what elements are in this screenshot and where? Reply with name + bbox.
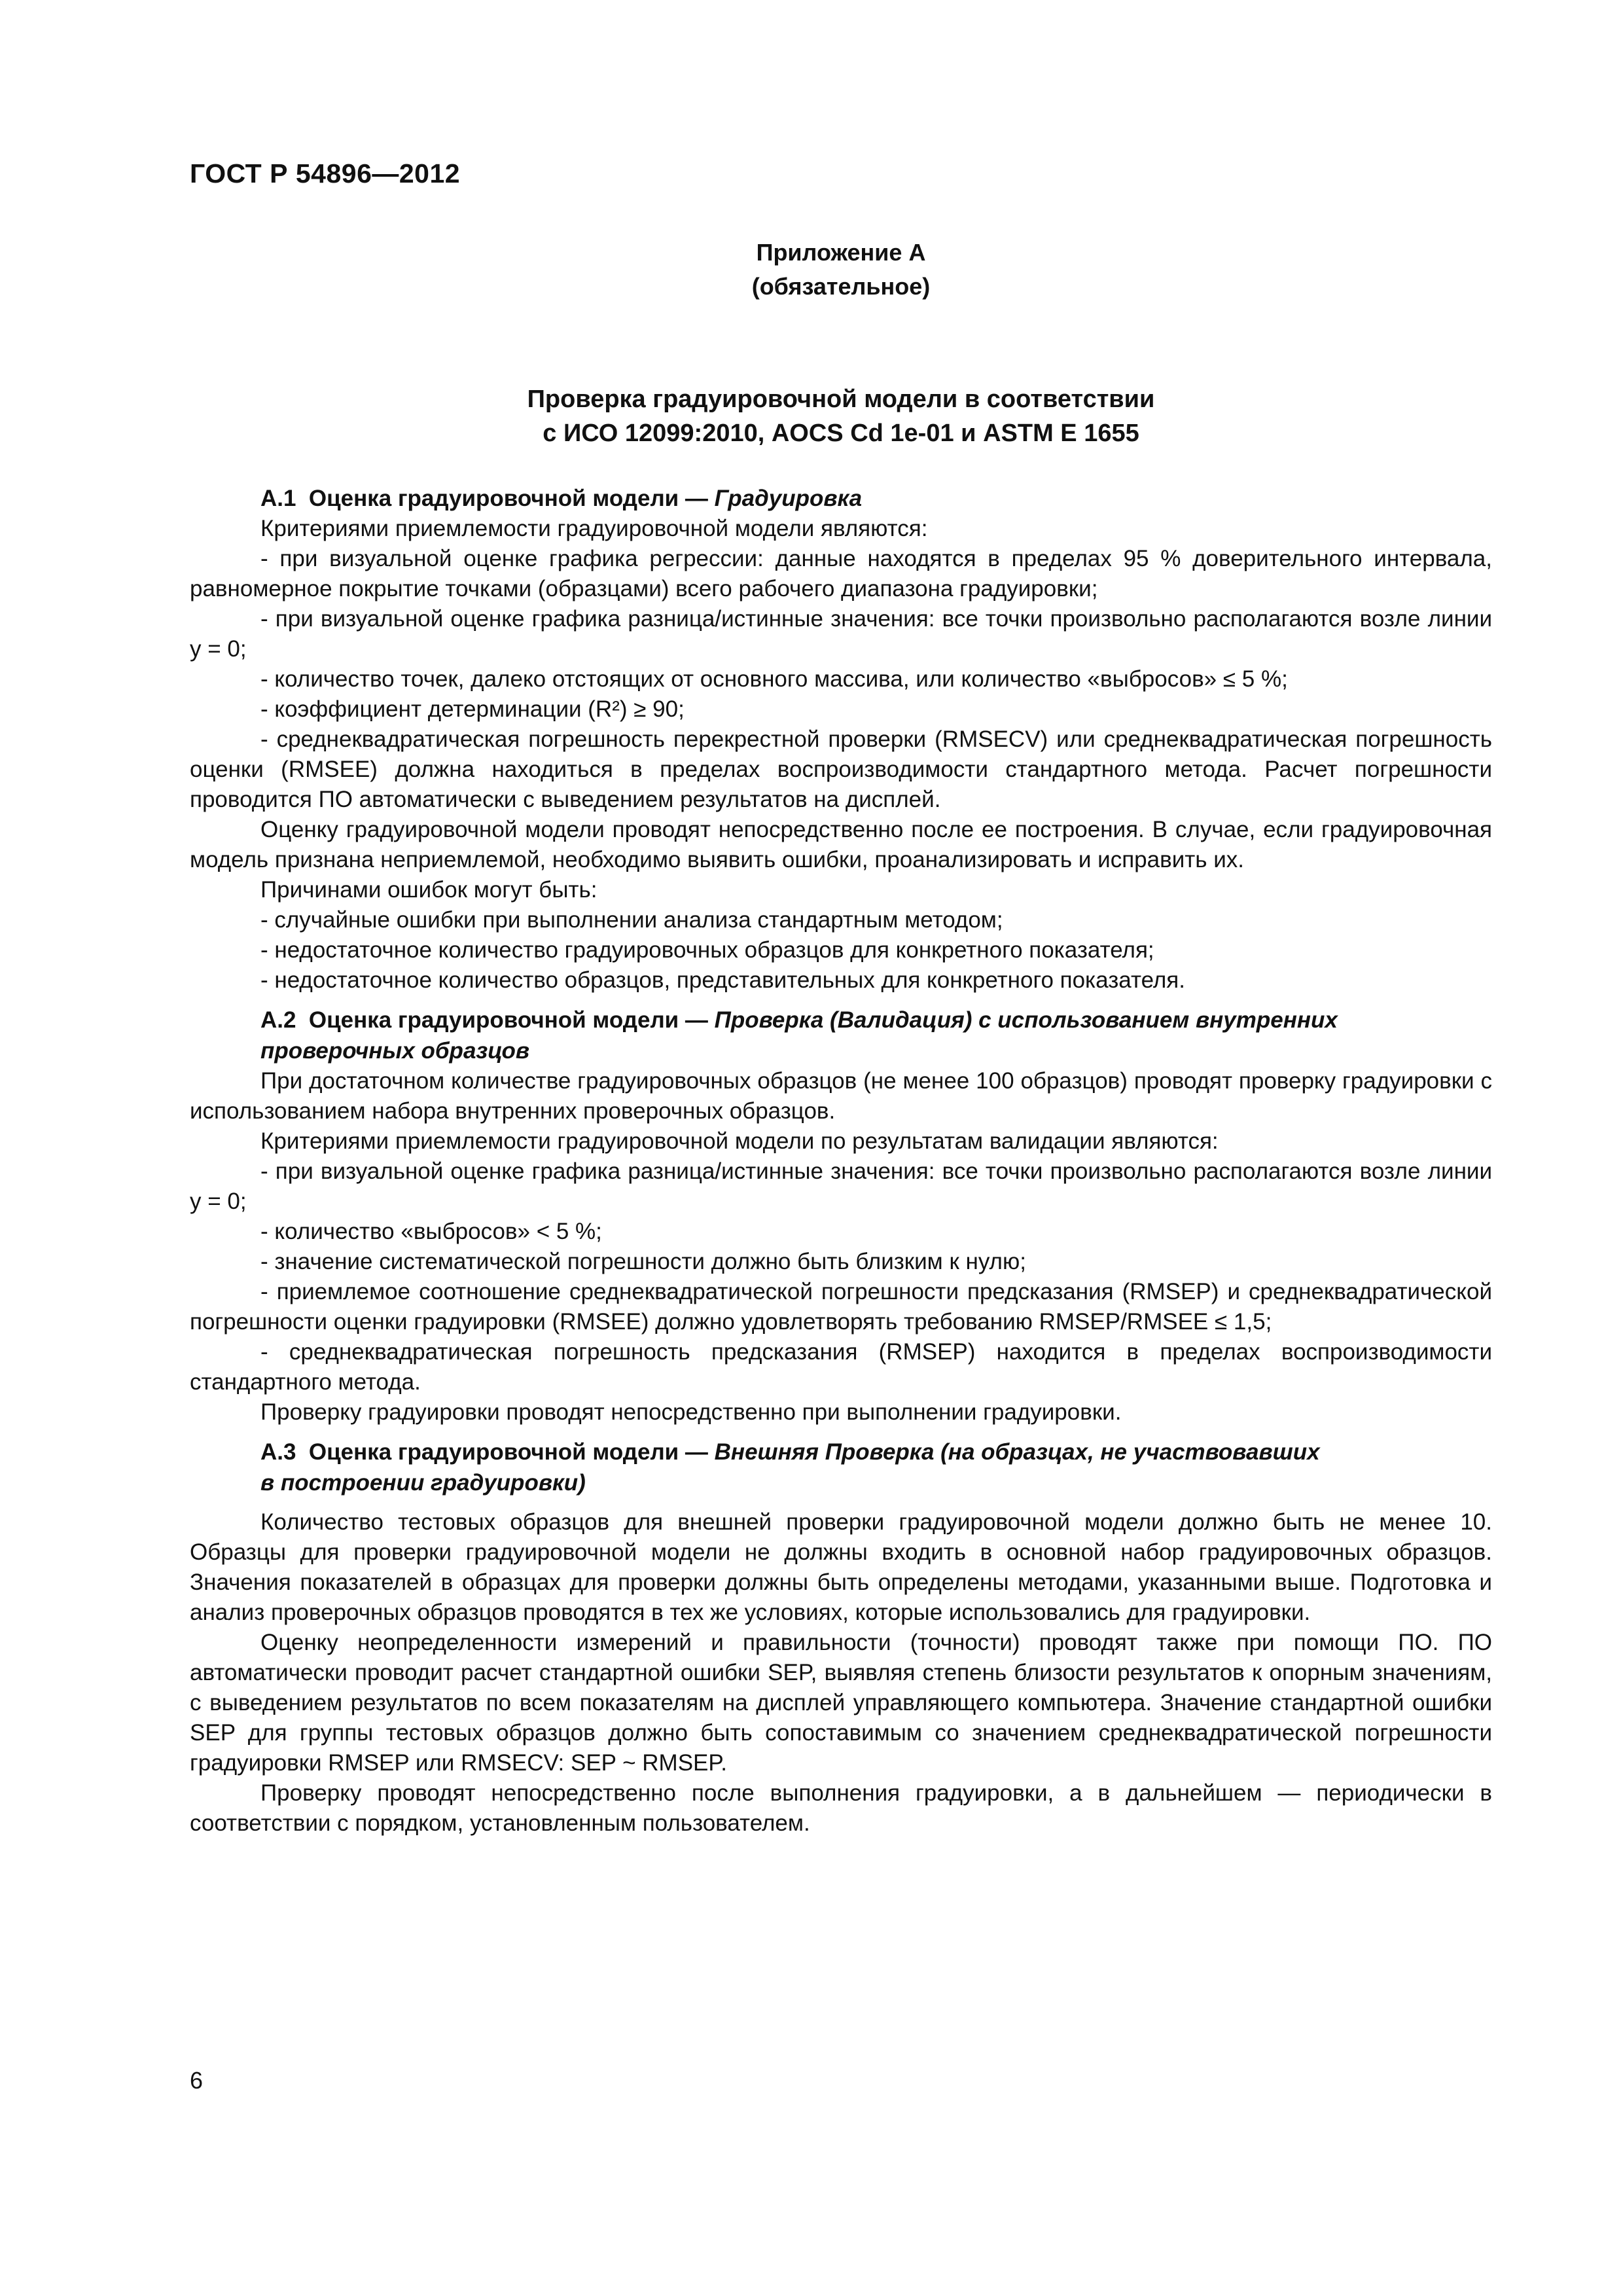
appendix-status: (обязательное) (751, 273, 931, 300)
document-body (190, 483, 1492, 1839)
appendix-label: Приложение А (756, 239, 926, 266)
section-heading-a3 (190, 1437, 1492, 1498)
section-heading-emphasis: Внешняя Проверка (на образцах, не участвовавших (714, 1439, 1320, 1465)
paragraph: При достаточном количестве градуировочных образцов (не менее 100 образцов) проводят проверку градуировки с использованием набора внутренних проверочных образцов. (190, 1068, 1492, 1124)
appendix-title (190, 382, 1492, 450)
list-item: - случайные ошибки при выполнении анализа стандартным методом; (260, 907, 1003, 933)
list-item: - среднеквадратическая погрешность предсказания (RMSEP) находится в пределах воспроизводимости стандартного метода. (190, 1339, 1492, 1395)
appendix-heading (190, 236, 1492, 304)
paragraph: Оценку градуировочной модели проводят непосредственно после ее построения. В случае, если градуировочная модель признана неприемлемой, необходимо выявить ошибки, проанализировать и исправить их. (190, 817, 1492, 872)
list-item: - коэффициент детерминации (R²) ≥ 90; (260, 696, 685, 722)
paragraph: Оценку неопределенности измерений и правильности (точности) проводят также при помощи ПО. ПО автоматически проводит расчет стандартной ошибки SEP, выявляя степень близости результатов к опорным значениям, с выведением результатов по всем показателям на дисплей управляющего компьютера. Значение стандартной ошибки SEP для группы тестовых образцов должно быть сопоставимым со значением среднеквадратической погрешности градуировки RMSEP или RMSECV: SEP ~ RMSEP. (190, 1630, 1492, 1776)
paragraph: Количество тестовых образцов для внешней проверки градуировочной модели должно быть не менее 10. Образцы для проверки градуировочной модели не должны входить в основной набор градуировочных образцов. Значения показателей в образцах для проверки должны быть определены методами, указанными выше. Подготовка и анализ проверочных образцов проводятся в тех же условиях, которые использовались для градуировки. (190, 1509, 1492, 1625)
appendix-title-line-2: с ИСО 12099:2010, AOCS Cd 1e-01 и ASTM E 1655 (543, 420, 1139, 447)
list-item: - при визуальной оценке графика регрессии: данные находятся в пределах 95 % доверительного интервала, равномерное покрытие точками (образцами) всего рабочего диапазона градуировки; (190, 546, 1492, 601)
list-item: - недостаточное количество градуировочных образцов для конкретного показателя; (260, 937, 1154, 963)
document-code-header: ГОСТ Р 54896—2012 (190, 158, 461, 188)
list-item: - приемлемое соотношение среднеквадратической погрешности предсказания (RMSEP) и среднеквадратической погрешности оценки градуировки (RMSEE) должно удовлетворять требованию RMSEP/RMSEE ≤ 1,5; (190, 1279, 1492, 1335)
list-item: - недостаточное количество образцов, представительных для конкретного показателя. (260, 967, 1185, 993)
paragraph: Причинами ошибок могут быть: (260, 877, 597, 903)
list-item: - количество точек, далеко отстоящих от основного массива, или количество «выбросов» ≤ 5 %; (260, 666, 1288, 692)
list-item: - при визуальной оценке графика разница/истинные значения: все точки произвольно располагаются возле линии y = 0; (190, 606, 1492, 662)
paragraph: Проверку проводят непосредственно после выполнения градуировки, а в дальнейшем — периодически в соответствии с порядком, установленным пользователем. (190, 1780, 1492, 1836)
paragraph: Проверку градуировки проводят непосредственно при выполнении градуировки. (260, 1399, 1122, 1425)
paragraph: Критериями приемлемости градуировочной модели по результатам валидации являются: (260, 1128, 1219, 1154)
section-heading-text: Оценка градуировочной модели — (308, 1007, 715, 1033)
section-number: А.1 (260, 486, 296, 511)
paragraph: Критериями приемлемости градуировочной модели являются: (260, 516, 928, 541)
list-item: - при визуальной оценке графика разница/истинные значения: все точки произвольно располагаются возле линии y = 0; (190, 1158, 1492, 1214)
section-heading-emphasis: Градуировка (714, 486, 863, 511)
section-heading-text: Оценка градуировочной модели — (308, 1439, 715, 1465)
list-item: - среднеквадратическая погрешность перекрестной проверки (RMSECV) или среднеквадратическая погрешность оценки (RMSEE) должна находиться в пределах воспроизводимости стандартного метода. Расчет погрешности проводится ПО автоматически с выведением результатов на дисплей. (190, 726, 1492, 812)
list-item: - значение систематической погрешности должно быть близким к нулю; (260, 1249, 1026, 1274)
section-number: А.3 (260, 1439, 296, 1465)
section-heading-text: Оценка градуировочной модели — (308, 486, 715, 511)
appendix-title-line-1: Проверка градуировочной модели в соответствии (527, 386, 1155, 413)
section-heading-a2 (190, 1005, 1492, 1066)
section-number: А.2 (260, 1007, 296, 1033)
section-heading-a1 (190, 483, 1492, 514)
page-number: 6 (190, 2067, 204, 2094)
section-heading-emphasis-continued: проверочных образцов (260, 1038, 530, 1064)
list-item: - количество «выбросов» < 5 %; (260, 1219, 602, 1244)
section-heading-emphasis: Проверка (Валидация) с использованием внутренних (714, 1007, 1338, 1033)
section-heading-emphasis-continued: в построении градуировки) (260, 1470, 586, 1496)
